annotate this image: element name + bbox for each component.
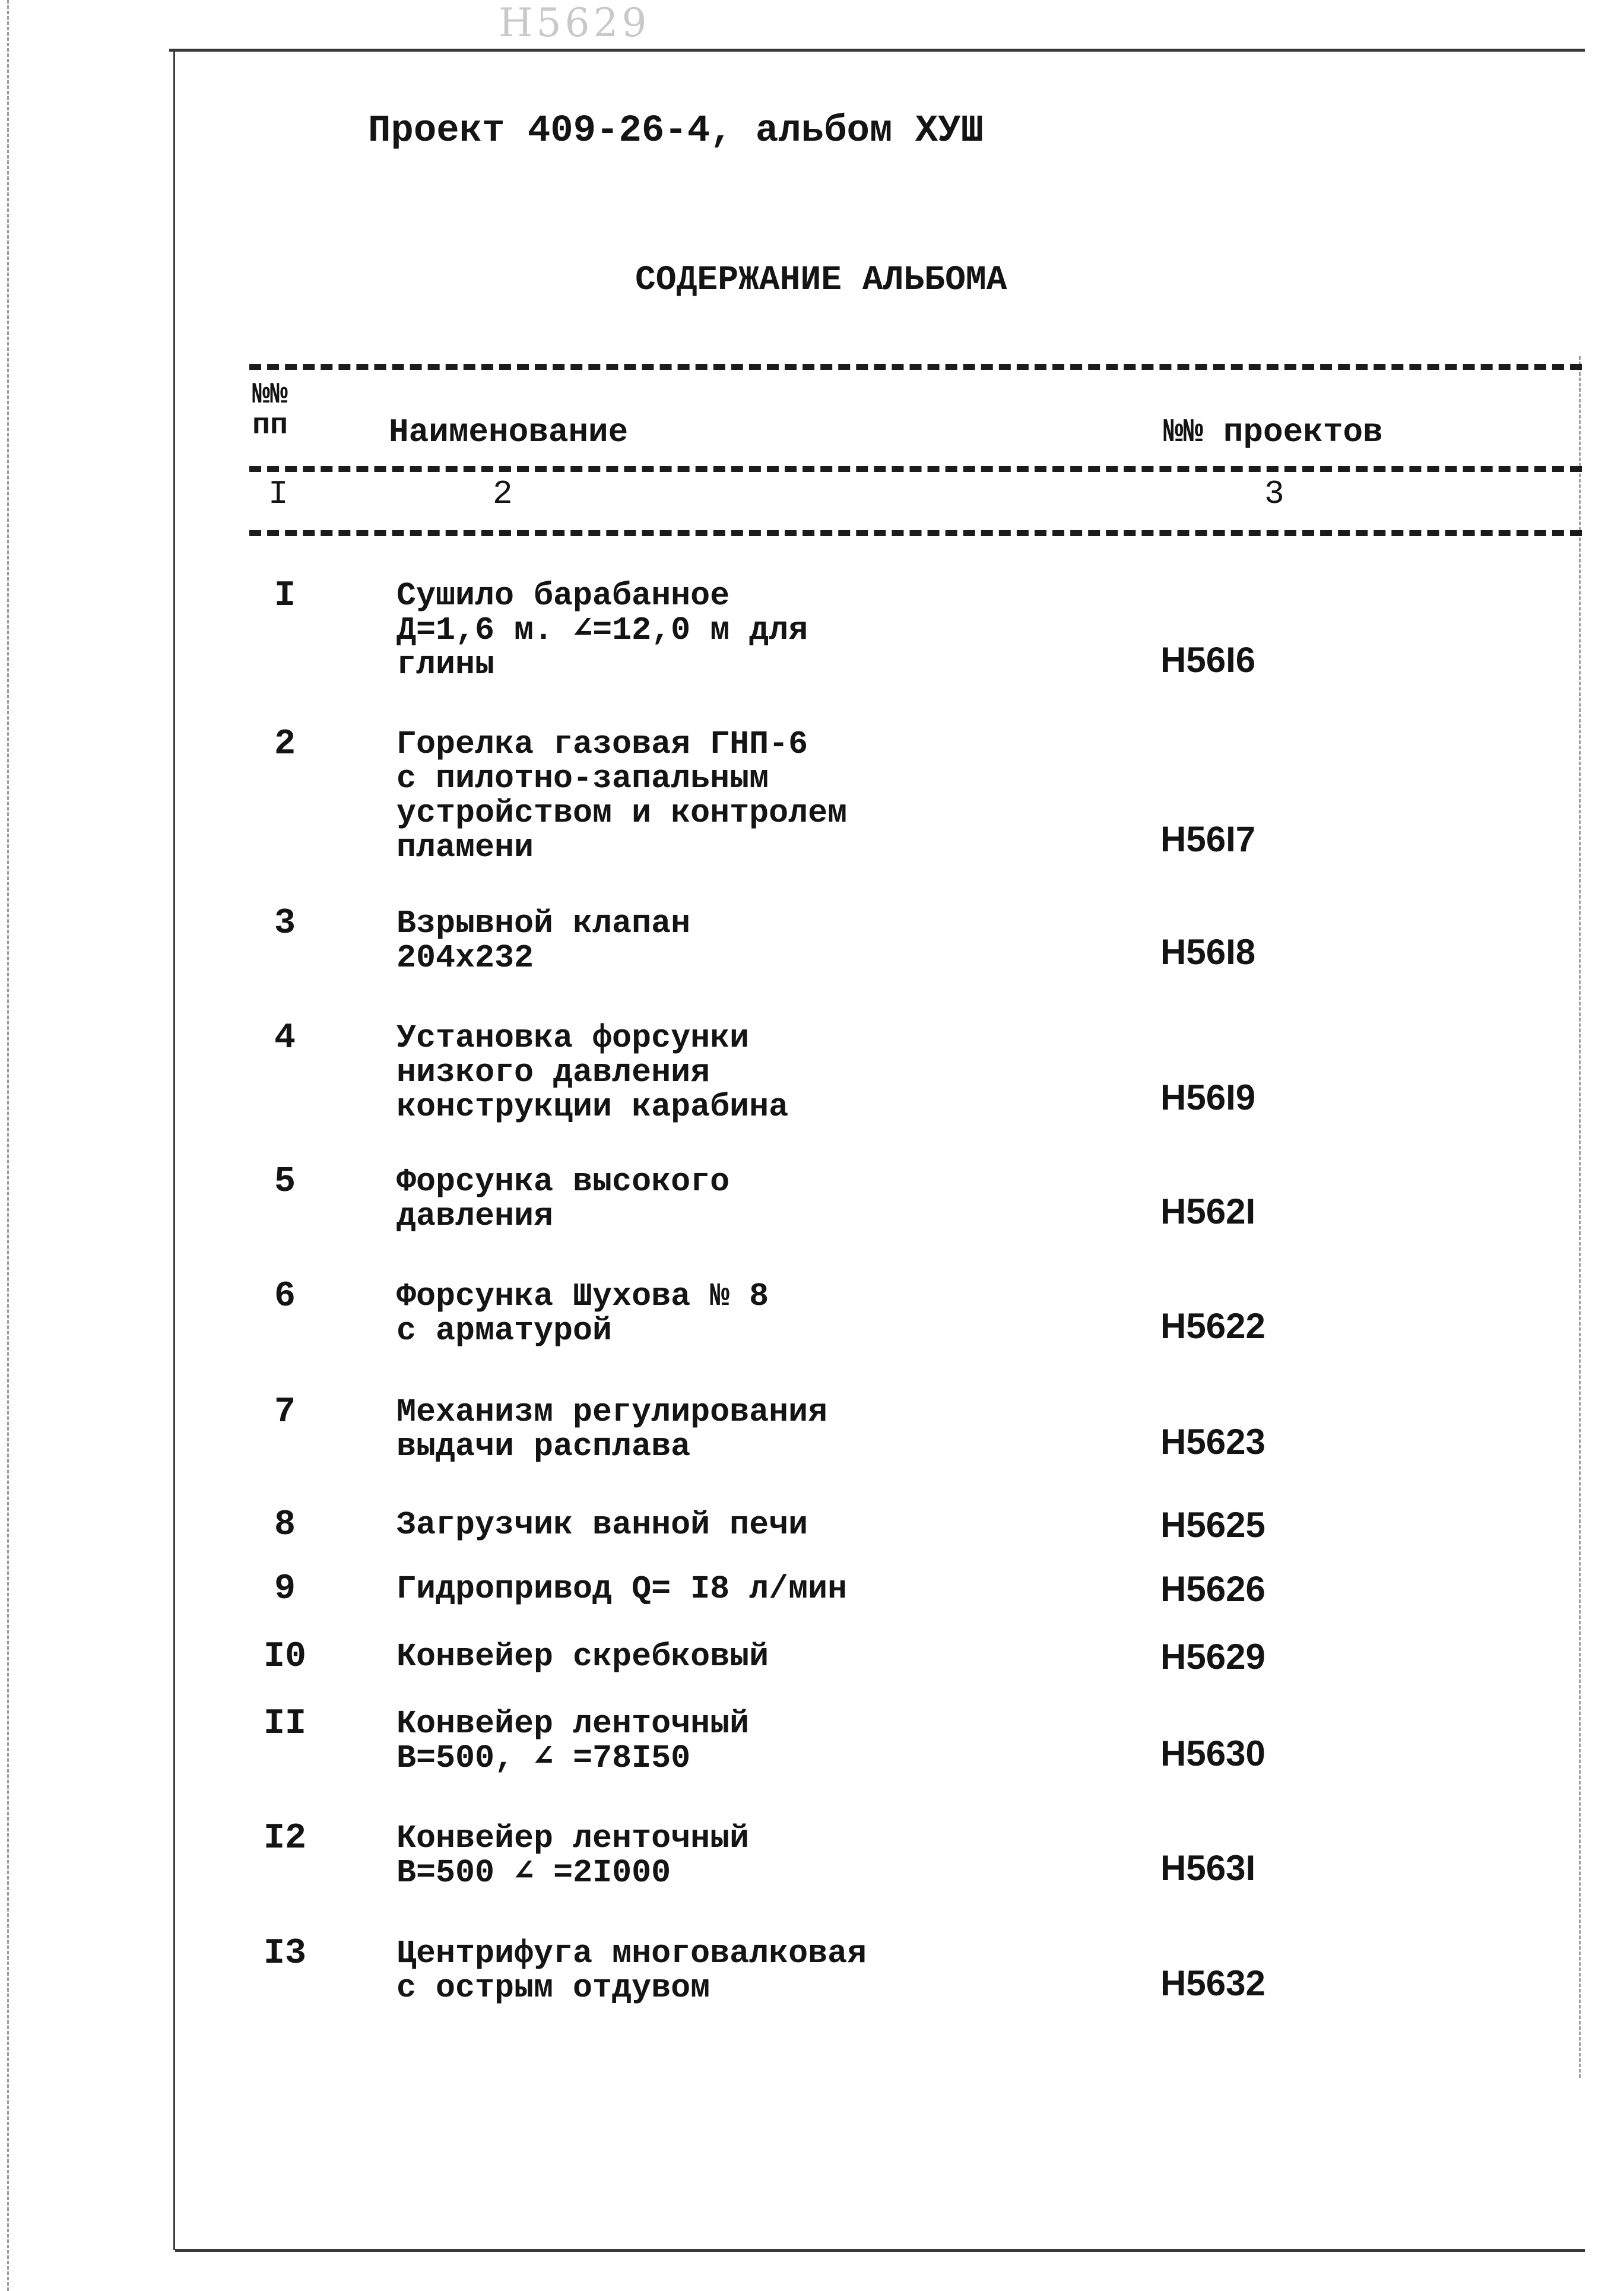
column-header-name: Наименование xyxy=(389,413,629,451)
row-name: Механизм регулирования выдачи расплава xyxy=(397,1393,828,1465)
row-project-code: Н56I7 xyxy=(1160,819,1256,859)
row-project-code: Н562I xyxy=(1160,1192,1256,1231)
row-name: Горелка газовая ГНП-6 с пилотно-запальным устройством и контролем пламени xyxy=(397,725,848,866)
row-number: 3 xyxy=(274,904,296,944)
row-number: 5 xyxy=(274,1162,296,1202)
section-title: СОДЕРЖАНИЕ АЛЬБОМА xyxy=(635,261,1007,300)
column-header-num-line1: №№ xyxy=(252,378,288,412)
row-project-code: Н5622 xyxy=(1160,1306,1265,1346)
row-number: 8 xyxy=(274,1505,296,1545)
column-number-3: 3 xyxy=(1264,475,1284,513)
row-number: I3 xyxy=(263,1934,306,1974)
row-number: 7 xyxy=(274,1392,296,1433)
column-number-1: I xyxy=(268,475,288,513)
row-project-code: Н5630 xyxy=(1160,1734,1265,1773)
row-name: Форсунка Шухова № 8 с арматурой xyxy=(397,1278,769,1349)
row-name: Центрифуга многовалковая с острым отдувом xyxy=(397,1935,867,2007)
row-project-code: Н56I9 xyxy=(1160,1078,1256,1117)
row-number: I0 xyxy=(263,1637,306,1677)
frame-left-border xyxy=(173,50,175,2250)
row-number: 9 xyxy=(274,1569,296,1609)
column-number-2: 2 xyxy=(493,475,513,513)
row-name: Установка форсунки низкого давления конструкции карабина xyxy=(397,1019,789,1126)
row-name: Конвейер ленточный В=500, ∠ =78I50 xyxy=(397,1705,750,1777)
column-header-projects: №№ проектов xyxy=(1163,413,1383,451)
row-number: 2 xyxy=(274,724,296,765)
row-number: II xyxy=(263,1704,306,1744)
table-top-rule xyxy=(249,364,1582,370)
row-project-code: Н56I8 xyxy=(1160,932,1256,972)
column-number-rule xyxy=(249,530,1582,536)
row-name: Конвейер ленточный В=500 ∠ =2I000 xyxy=(397,1820,750,1891)
column-header-num xyxy=(252,380,288,442)
row-project-code: Н5626 xyxy=(1160,1569,1265,1609)
row-number: I xyxy=(274,576,296,616)
row-project-code: Н56I6 xyxy=(1160,640,1256,680)
row-name: Конвейер скребковый xyxy=(397,1638,769,1675)
row-number: I2 xyxy=(263,1818,306,1859)
frame-top-border xyxy=(169,49,1585,52)
row-project-code: Н5625 xyxy=(1160,1505,1265,1545)
row-project-code: Н5632 xyxy=(1160,1963,1265,2003)
row-name: Сушило барабанное Д=1,6 м. ∠=12,0 м для глины xyxy=(397,577,808,683)
row-project-code: Н5629 xyxy=(1160,1637,1265,1677)
row-number: 6 xyxy=(274,1276,296,1317)
row-name: Загрузчик ванной печи xyxy=(397,1506,808,1544)
frame-bottom-border xyxy=(175,2249,1585,2252)
row-project-code: Н563I xyxy=(1160,1848,1256,1888)
scan-edge-right xyxy=(1579,356,1581,2078)
row-name: Гидропривод Q= I8 л/мин xyxy=(397,1570,848,1608)
column-header-num-line2: пп xyxy=(252,409,288,443)
row-name: Взрывной клапан 204х232 xyxy=(397,905,691,977)
row-project-code: Н5623 xyxy=(1160,1422,1265,1462)
scan-edge-left xyxy=(7,0,9,2291)
project-title: Проект 409-26-4, альбом ХУШ xyxy=(368,110,984,153)
archive-stamp: H5629 xyxy=(499,0,651,46)
row-name: Форсунка высокого давления xyxy=(397,1163,730,1235)
row-number: 4 xyxy=(274,1018,296,1059)
header-rule xyxy=(249,466,1582,472)
